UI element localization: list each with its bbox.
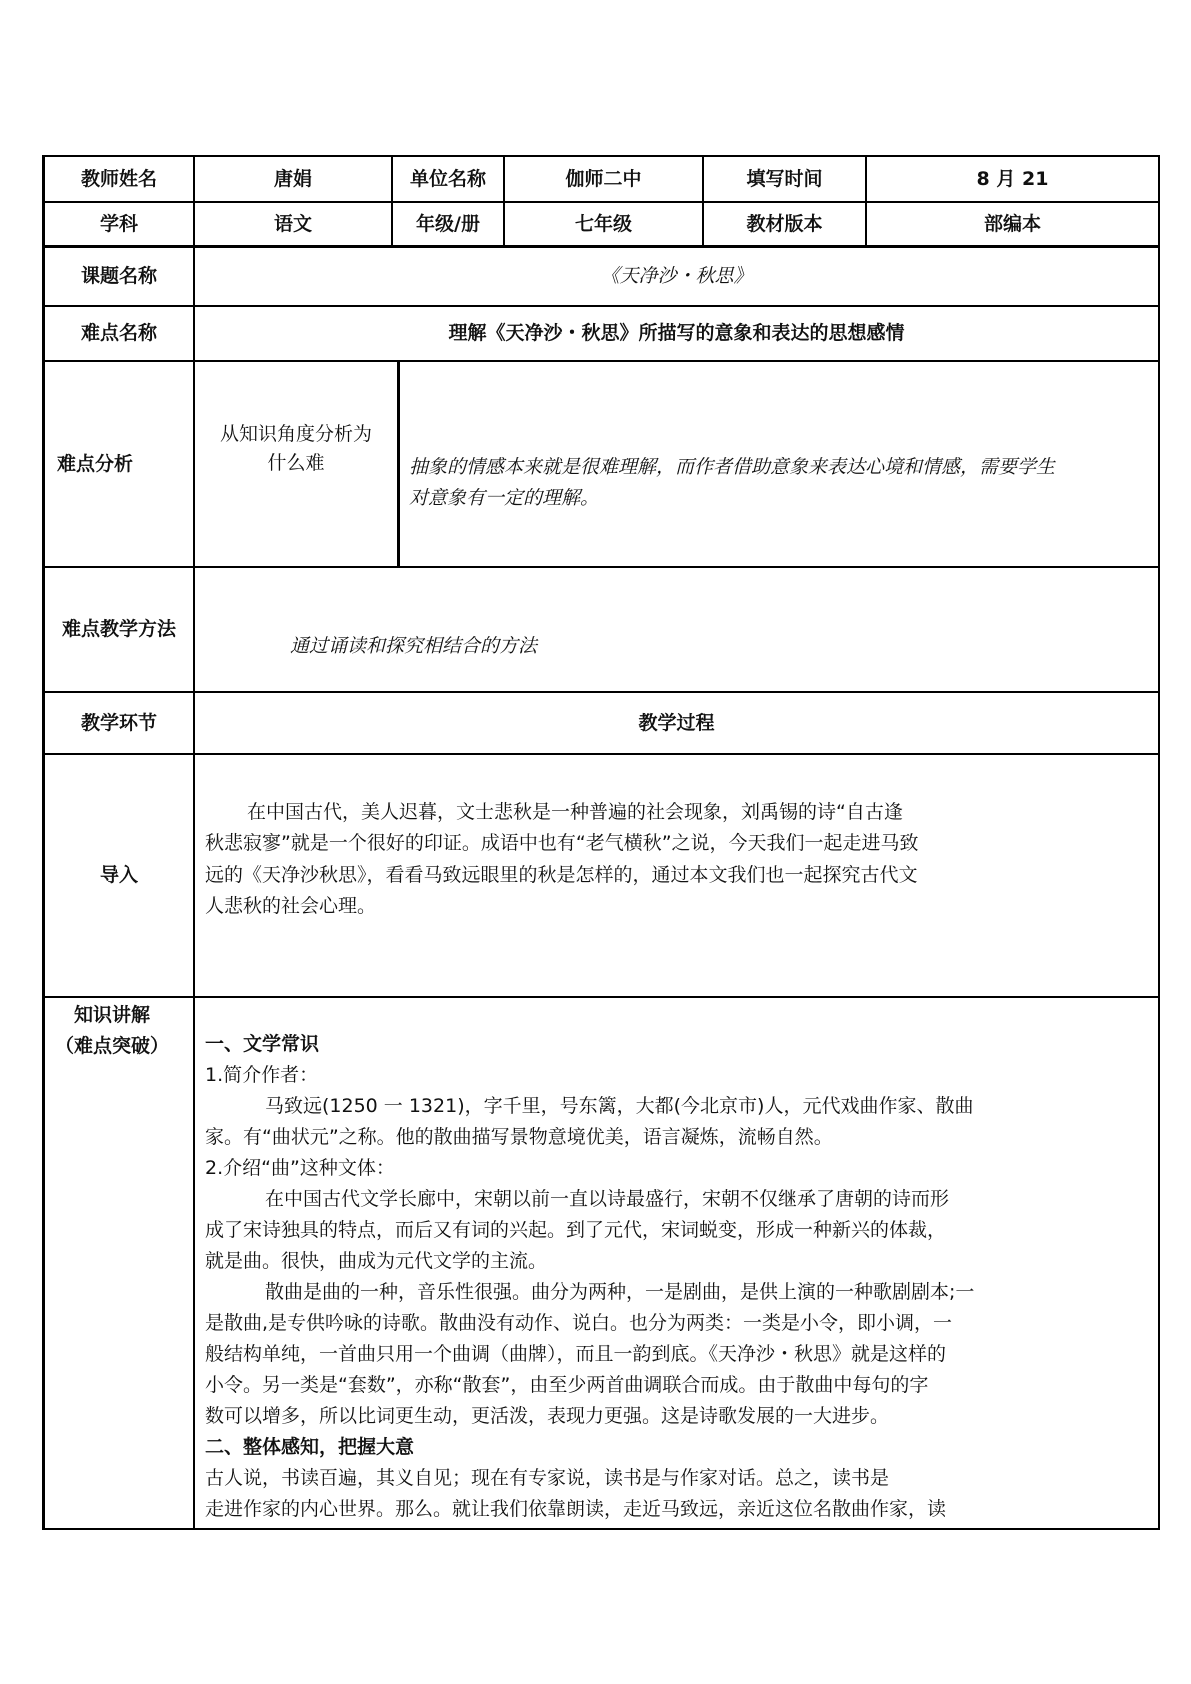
subject-value: 语文 (273, 212, 312, 235)
topic-value: 《天净沙・秋思》 (600, 265, 753, 288)
textbook-edition-label: 教材版本 (746, 212, 823, 235)
knowledge-line: 走进作家的内心世界。那么。就让我们依靠朗读，走近马致远，亲近这位名散曲作家，读 (205, 1498, 947, 1520)
knowledge-line: 散曲是曲的一种，音乐性很强。曲分为两种，一是剧曲，是供上演的一种歌剧剧本;一 (265, 1281, 975, 1303)
table-right-border (1158, 155, 1160, 1530)
method-label: 难点教学方法 (61, 618, 176, 641)
intro-line: 在中国古代，美人迟暮，文士悲秋是一种普遍的社会现象，刘禹锡的诗“自古逢 (247, 801, 903, 823)
analysis-text-line2: 对意象有一定的理解。 (409, 487, 600, 509)
method-value: 通过诵读和探究相结合的方法 (290, 635, 538, 657)
fill-date-label: 填写时间 (746, 167, 823, 190)
analysis-label: 难点分析 (57, 452, 134, 475)
subject-label: 学科 (99, 212, 138, 235)
knowledge-line: 成了宋诗独具的特点，而后又有词的兴起。到了元代，宋词蜕变，形成一种新兴的体裁， (205, 1219, 947, 1241)
school-name-label: 单位名称 (409, 167, 486, 190)
knowledge-line: 家。有“曲状元”之称。他的散曲描写景物意境优美，语言凝炼，流畅自然。 (205, 1126, 833, 1148)
column-divider (397, 360, 400, 568)
row-divider (42, 566, 1160, 568)
knowledge-label-line1: 知识讲解 (74, 1004, 151, 1026)
intro-label: 导入 (99, 864, 138, 887)
analysis-text-line1: 抽象的情感本来就是很难理解，而作者借助意象来表达心境和情感，需要学生 (409, 456, 1056, 478)
school-name-value: 伽师二中 (565, 167, 642, 190)
knowledge-heading: 二、整体感知，把握大意 (205, 1436, 415, 1458)
intro-line: 秋悲寂寥”就是一个很好的印证。成语中也有“老气横秋”之说，今天我们一起走进马致 (205, 832, 919, 854)
fill-date-value: 8 月 21 (976, 167, 1049, 190)
knowledge-line: 是散曲,是专供吟咏的诗歌。散曲没有动作、说白。也分为两类：一类是小令，即小调，一 (205, 1312, 953, 1334)
analysis-sub-label-line1: 从知识角度分析为 (219, 423, 372, 446)
process-header-value: 教学过程 (638, 711, 715, 734)
knowledge-line: 古人说，书读百遍，其义自见；现在有专家说，读书是与作家对话。总之，读书是 (205, 1467, 890, 1489)
analysis-sub-label-line2: 什么难 (267, 452, 325, 474)
grade-label: 年级/册 (416, 212, 480, 235)
topic-label: 课题名称 (80, 265, 157, 288)
knowledge-line: 在中国古代文学长廊中，宋朝以前一直以诗最盛行，宋朝不仅继承了唐朝的诗而形 (265, 1188, 950, 1210)
table-bottom-border (42, 1528, 1160, 1530)
knowledge-line: 1.简介作者： (205, 1064, 319, 1086)
knowledge-line: 马致远(1250 一 1321)，字千里，号东篱，大都(今北京市)人，元代戏曲作家、散曲 (265, 1095, 974, 1117)
knowledge-line: 2.介绍“曲”这种文体： (205, 1157, 395, 1179)
teacher-name-label: 教师姓名 (80, 167, 157, 190)
grade-value: 七年级 (574, 212, 632, 235)
knowledge-line: 就是曲。很快，曲成为元代文学的主流。 (205, 1250, 548, 1272)
knowledge-line: 般结构单纯，一首曲只用一个曲调（曲牌），而且一韵到底。《天净沙・秋思》就是这样的 (205, 1343, 947, 1365)
knowledge-line: 数可以增多，所以比词更生动，更活泼，表现力更强。这是诗歌发展的一大进步。 (205, 1405, 890, 1427)
knowledge-label-line2: （难点突破） (55, 1035, 170, 1057)
row-divider (42, 753, 1160, 755)
knowledge-heading: 一、文学常识 (205, 1033, 320, 1055)
difficulty-label: 难点名称 (80, 322, 157, 345)
process-header-label: 教学环节 (80, 711, 157, 734)
knowledge-line: 小令。另一类是“套数”，亦称“散套”，由至少两首曲调联合而成。由于散曲中每句的字 (205, 1374, 929, 1396)
intro-line: 人悲秋的社会心理。 (205, 895, 377, 917)
analysis-sub-label (195, 362, 397, 566)
intro-line: 远的《天净沙秋思》，看看马致远眼里的秋是怎样的，通过本文我们也一起探究古代文 (205, 864, 918, 886)
difficulty-value: 理解《天净沙・秋思》所描写的意象和表达的思想感情 (448, 322, 905, 345)
row-divider (42, 996, 1160, 998)
teacher-name-value: 唐娟 (273, 167, 312, 190)
textbook-edition-value: 部编本 (983, 212, 1041, 235)
